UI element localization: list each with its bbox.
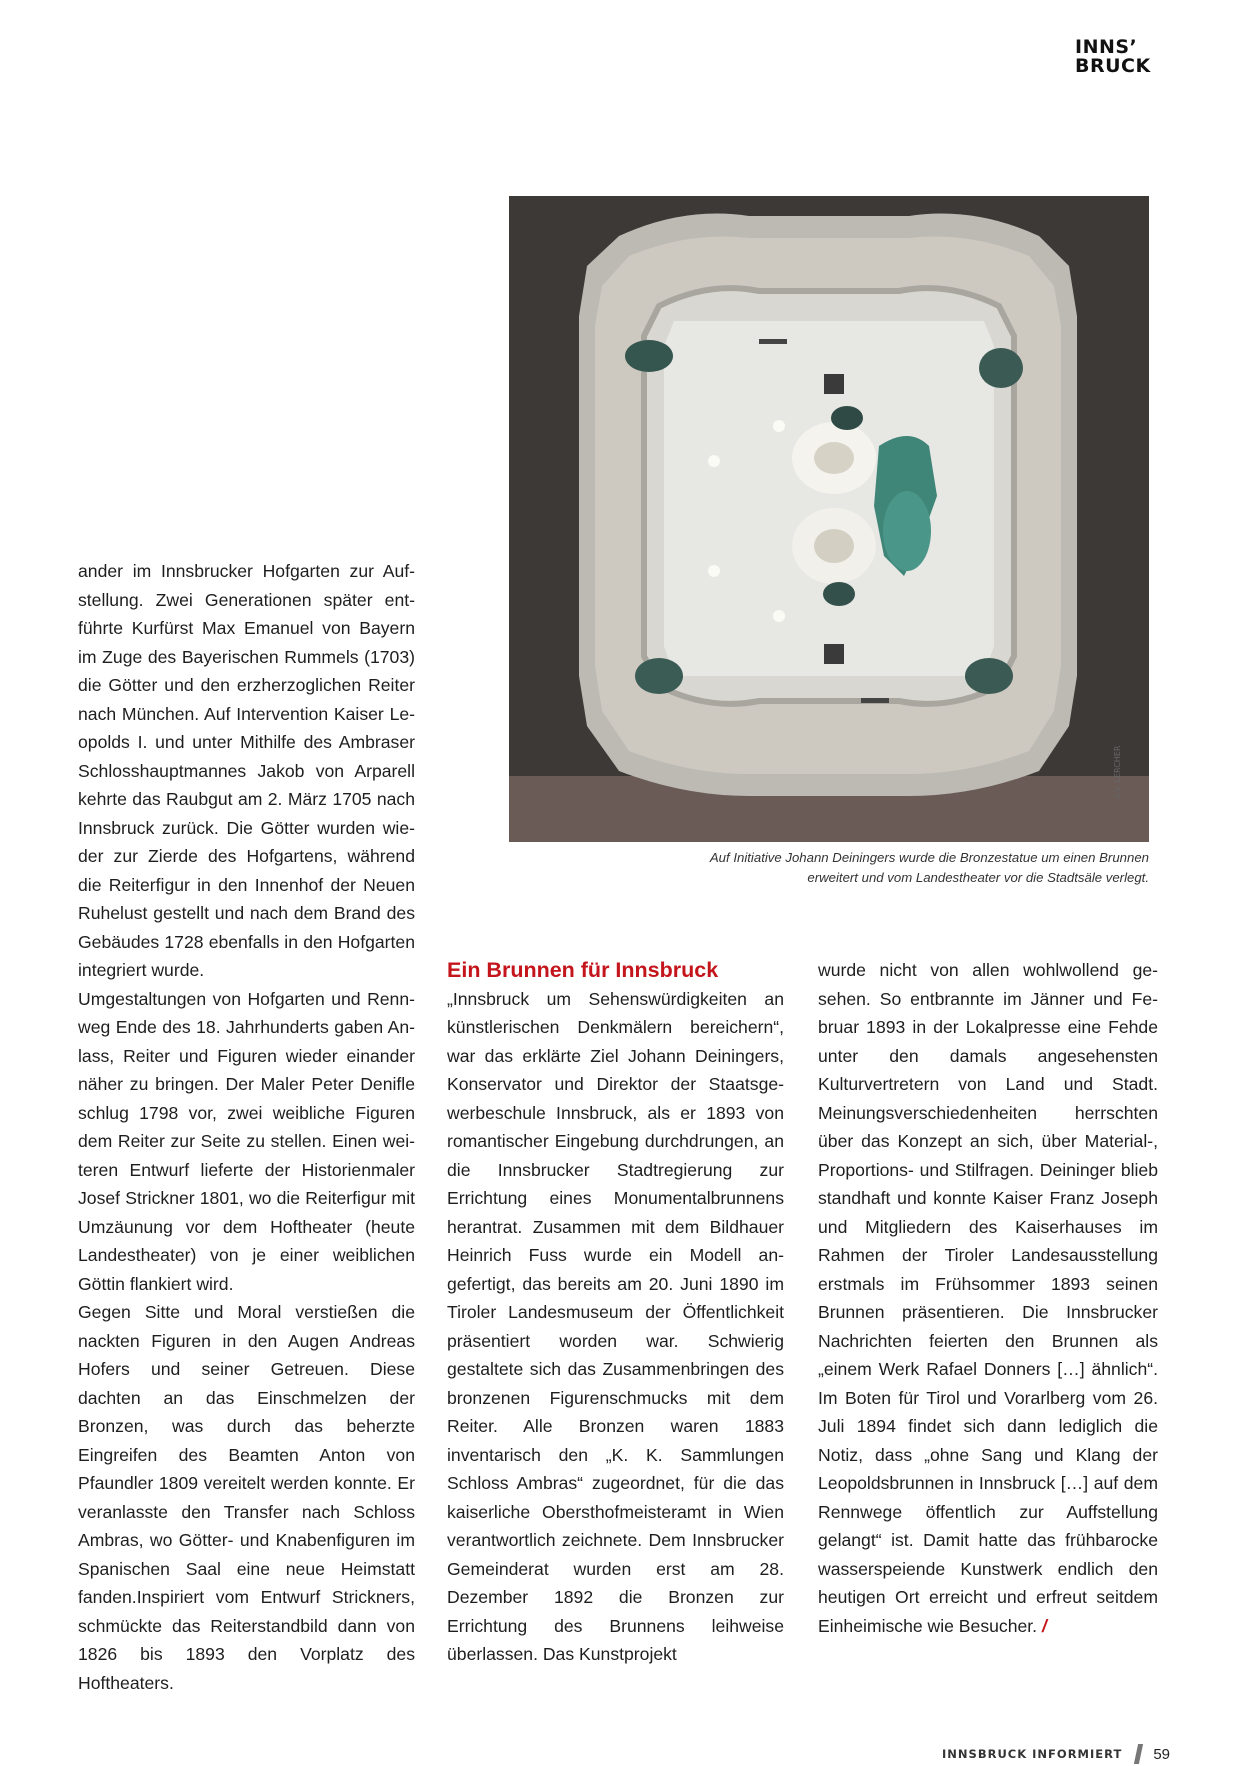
photo-caption (509, 848, 1149, 888)
text-column-2 (447, 956, 784, 1669)
paragraph: ander im Innsbrucker Hofgarten zur Aufstellung. Zwei Generationen später entführte Kurfürst Max Emanuel von Bayern im Zuge des Bayerischen Rummels (1703) die Götter und den erzherzoglichen Reiter nach München. Auf Intervention Kaiser Leopolds I. und unter Mithilfe des Ambraser Schlosshauptmannes Jakob von Arparell kehrte das Raubgut am 2. März 1705 nach Innsbruck zurück. Die Götter wurden wieder zur Zierde des Hofgartens, während die Reiterfigur in den Innenhof der Neuen Ruhelust gestellt und nach dem Brand des Gebäudes 1728 ebenfalls in den Hofgarten integriert wurde. (78, 561, 415, 980)
text-column-3 (818, 956, 1158, 1640)
magazine-name: INNSBRUCK INFORMIERT (942, 1747, 1123, 1761)
caption-line-2: erweitert und vom Landestheater vor die Stadtsäle verlegt. (807, 870, 1149, 885)
brand-logo-line2: BRUCK (1075, 55, 1151, 77)
page-number: 59 (1153, 1745, 1170, 1763)
brand-logo (1075, 38, 1185, 76)
brand-logo-line1: INNS’ (1075, 36, 1138, 58)
paragraph: Umgestaltungen von Hofgarten und Rennweg Ende des 18. Jahrhunderts gaben Anlass, Reiter und Figuren wieder einander näher zu bringen. Der Maler Peter Denifle schlug 1798 vor, zwei weibliche Figuren dem Reiter zur Seite zu stellen. Einen weiteren Entwurf lieferte der Historienmaler Josef Strickner 1801, wo die Reiterfigur mit Umzäunung vor dem Hoftheater (heute Landestheater) von je einer weiblichen Göttin flankiert wird. (78, 988, 415, 1294)
section-heading: Ein Brunnen für Innsbruck (447, 958, 719, 982)
paragraph: „Innsbruck um Sehenswürdigkeiten an künstlerischen Denkmälern bereichern“, war das erklärte Ziel Johann Deiningers, Konservator und Direktor der Staatsgewerbeschule Innsbruck, als er 1893 von romantischer Eingebung durchdrungen, an die Innsbrucker Stadtregierung zur Errichtung eines Monumentalbrunnens herantrat. Zusammen mit dem Bildhauer Heinrich Fuss wurde ein Modell angefertigt, das bereits am 20. Juni 1890 im Tiroler Landesmuseum der Öffentlichkeit präsentiert worden war. Schwierig gestaltete sich das Zusammenbringen des bronzenen Figurenschmucks mit dem Reiter. Alle Bronzen waren 1883 inventarisch den „K. K. Sammlungen Schloss Ambras“ zugeordnet, für die das kaiserliche Obersthofmeisteramt in Wien verantwortlich zeichnete. Dem Innsbrucker Gemeinderat wurden erst am 28. Dezember 1892 die Bronzen zur Errichtung des Brunnens leihweise überlassen. Das Kunstprojekt (447, 988, 784, 1664)
fountain-aerial-photo (509, 196, 1149, 842)
footer-separator (1134, 1744, 1143, 1764)
photo-credit: ©V. LERCHER (1113, 745, 1122, 800)
paragraph: Gegen Sitte und Moral verstießen die nackten Figuren in den Augen Andreas Hofers und seiner Getreuen. Diese dachten an das Einschmelzen der Bronzen, was durch das beherzte Eingreifen des Beamten Anton von Pfaundler 1809 vereitelt werden konnte. Er veranlasste den Transfer nach Schloss Ambras, wo Götter- und Knabenfiguren im Spanischen Saal eine neue Heimstatt fanden.Inspiriert vom Entwurf Strickners, schmückte das Reiterstandbild dann von 1826 bis 1893 den Vorplatz des Hoftheaters. (78, 1302, 415, 1693)
paragraph-text: wurde nicht von allen wohlwollend gesehen. So entbrannte im Jänner und Februar 1893 in der Lokalpresse eine Fehde unter den damals angesehensten Kulturvertretern von Land und Stadt. Meinungsverschiedenheiten herrschten über das Konzept an sich, über Material-, Proportions- und Stilfragen. Deininger blieb standhaft und konnte Kaiser Franz Joseph und Mitgliedern des Kaiserhauses im Rahmen der Tiroler Landesausstellung erstmals im Frühsommer 1893 seinen Brunnen präsentieren. Die Innsbrucker Nachrichten feierten den Brunnen als „einem Werk Rafael Donners […] ähnlich“. Im Boten für Tirol und Vorarlberg vom 26. Juli 1894 findet sich dann lediglich die Notiz, dass „ohne Sang und Klang der Leopoldsbrunnen in Innsbruck […] auf dem Rennwege öffentlich zur Auffstellung gelangt“ ist. Damit hatte das frühbarocke wasserspeiende Kunstwerk endlich den heutigen Ort erreicht und erfreut seitdem Einheimische wie Besucher. (818, 960, 1158, 1636)
paragraph (818, 956, 1158, 1640)
article-end-mark: / (1041, 1615, 1047, 1636)
caption-line-1: Auf Initiative Johann Deiningers wurde die Bronzestatue um einen Brunnen (709, 850, 1149, 865)
text-column-1 (78, 557, 415, 1697)
page-footer (930, 1742, 1170, 1766)
